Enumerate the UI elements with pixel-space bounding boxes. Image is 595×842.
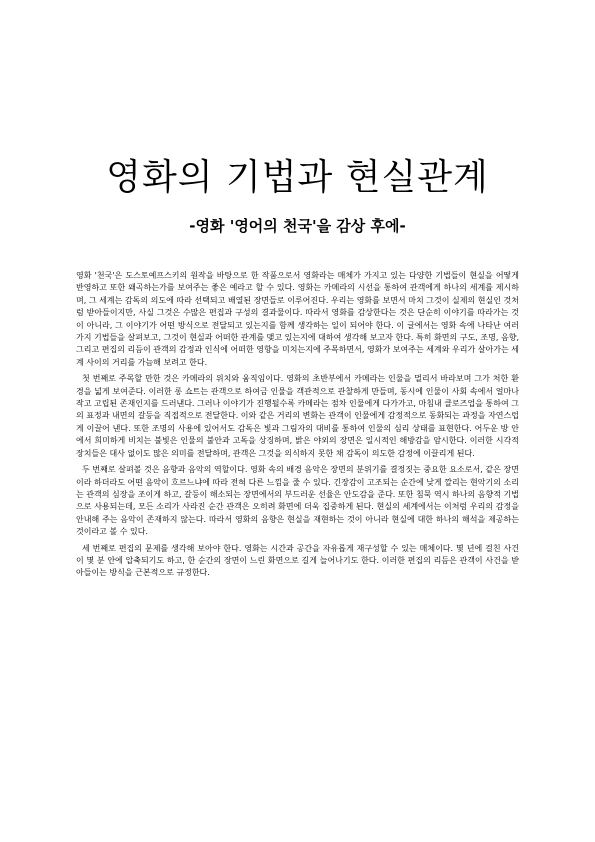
paragraph: 두 번째로 살펴볼 것은 음향과 음악의 역할이다. 영화 속의 배경 음악은 장면의 분위기를 결정짓는 중요한 요소로서, 같은 장면이라 하더라도 어떤 음악이 흐르느냐에 따라 전혀 다른 느낌을 줄 수 있다. 긴장감이 고조되는 순간에 낮게 깔리는 현악기의 소리는 관객의 심장을 조이게 하고, 갈등이 해소되는 장면에서의 부드러운 선율은 안도감을 준다. 또한 침묵 역시 하나의 음향적 기법으로 사용되는데, 모든 소리가 사라진 순간 관객은 오히려 화면에 더욱 집중하게 된다. 현실의 세계에서는 이처럼 우리의 감정을 안내해 주는 음악이 존재하지 않는다. 따라서 영화의 음향은 현실을 재현하는 것이 아니라 현실에 대한 하나의 해석을 제공하는 것이라고 볼 수 있다. — [76, 465, 519, 537]
paragraph: 첫 번째로 주목할 만한 것은 카메라의 위치와 움직임이다. 영화의 초반부에서 카메라는 인물을 멀리서 바라보며 그가 처한 환경을 넓게 보여준다. 이러한 롱 쇼트는 관객으로 하여금 인물을 객관적으로 관찰하게 만들며, 동시에 인물이 사회 속에서 얼마나 작고 고립된 존재인지를 드러낸다. 그러나 이야기가 진행될수록 카메라는 점차 인물에게 다가가고, 마침내 클로즈업을 통하여 그의 표정과 내면의 갈등을 직접적으로 전달한다. 이와 같은 거리의 변화는 관객이 인물에게 감정적으로 동화되는 과정을 자연스럽게 이끌어 낸다. 또한 조명의 사용에 있어서도 감독은 빛과 그림자의 대비를 통하여 인물의 심리 상태를 표현한다. 어두운 방 안에서 희미하게 비치는 불빛은 인물의 불안과 고독을 상징하며, 밝은 야외의 장면은 일시적인 해방감을 암시한다. 이러한 시각적 장치들은 대사 없이도 많은 의미를 전달하며, 관객은 그것을 의식하지 못한 채 감독이 의도한 감정에 이끌리게 된다. — [76, 374, 519, 458]
document-title: 영화의 기법과 현실관계 — [106, 157, 489, 198]
paragraph: 세 번째로 편집의 문제를 생각해 보아야 한다. 영화는 시간과 공간을 자유롭게 재구성할 수 있는 매체이다. 몇 년에 걸친 사건이 몇 분 안에 압축되기도 하고, 한 순간의 장면이 느린 화면으로 길게 늘어나기도 한다. 이러한 편집의 리듬은 관객이 사건을 받아들이는 방식을 근본적으로 규정한다. — [76, 543, 519, 578]
document-body — [76, 270, 519, 584]
paragraph: 영화 '천국'은 도스토예프스키의 원작을 바탕으로 한 작품으로서 영화라는 매체가 가지고 있는 다양한 기법들이 현실을 어떻게 반영하고 또한 왜곡하는가를 보여주는 좋은 예라고 할 수 있다. 영화는 카메라의 시선을 통하여 관객에게 하나의 세계를 제시하며, 그 세계는 감독의 의도에 따라 선택되고 배열된 장면들로 이루어진다. 우리는 영화를 보면서 마치 그것이 실제의 현실인 것처럼 받아들이지만, 사실 그것은 수많은 편집과 구성의 결과물이다. 따라서 영화를 감상한다는 것은 단순히 이야기를 따라가는 것이 아니라, 그 이야기가 어떤 방식으로 전달되고 있는지를 함께 생각하는 일이 되어야 한다. 이 글에서는 영화 속에 나타난 여러 가지 기법들을 살펴보고, 그것이 현실과 어떠한 관계를 맺고 있는지에 대하여 생각해 보고자 한다. 특히 화면의 구도, 조명, 음향, 그리고 편집의 리듬이 관객의 감정과 인식에 어떠한 영향을 미치는지에 주목하면서, 영화가 보여주는 세계와 우리가 살아가는 세계 사이의 거리를 가늠해 보려고 한다. — [76, 271, 519, 367]
document-subtitle: -영화 '영어의 천국'을 감상 후에- — [189, 217, 406, 235]
